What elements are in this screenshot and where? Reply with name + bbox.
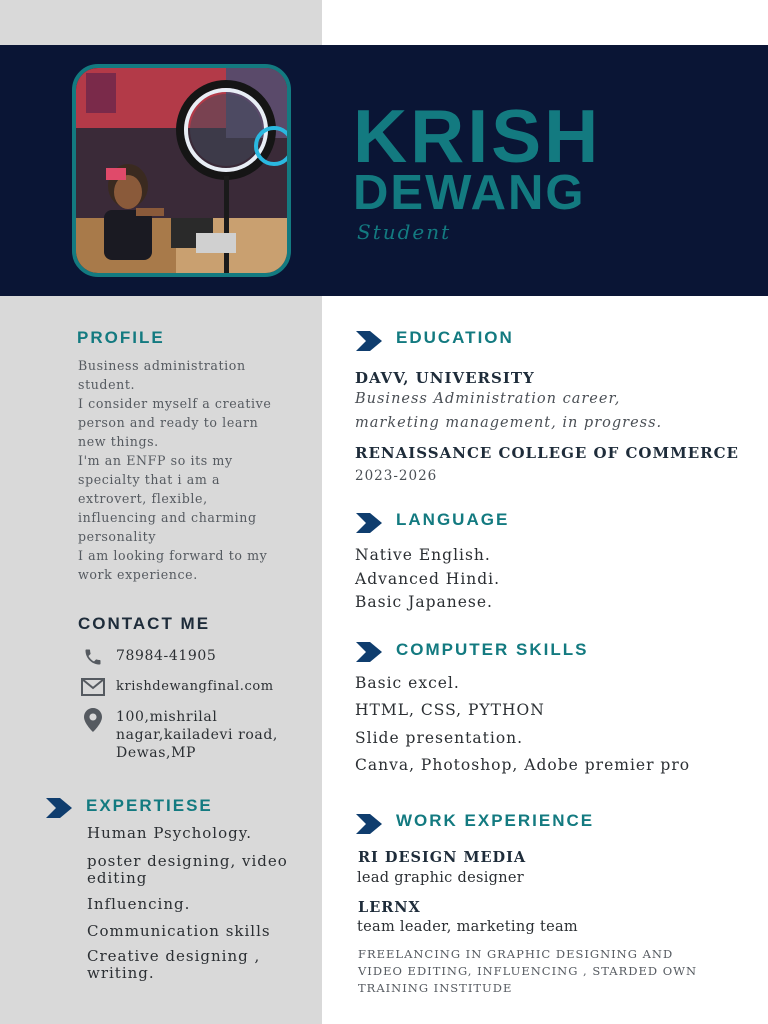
chevron-right-icon — [356, 642, 382, 662]
expertise-item: Influencing. — [87, 895, 191, 913]
profile-paragraph: I'm an ENFP so its my specialty that i am a extrovert, flexible, influencing and charming personality — [78, 453, 257, 544]
expertise-item: Creative designing , writing. — [87, 947, 261, 982]
profile-heading: PROFILE — [77, 328, 165, 347]
name-first: KRISH — [353, 94, 602, 178]
chevron-right-icon — [46, 798, 72, 818]
job-role: team leader, marketing team — [357, 919, 578, 935]
language-item: Native English. — [355, 546, 491, 564]
chevron-right-icon — [356, 814, 382, 834]
skill-item: Slide presentation. — [355, 729, 524, 747]
skill-item: Canva, Photoshop, Adobe premier pro — [355, 756, 691, 774]
contact-heading: CONTACT ME — [78, 614, 211, 633]
school-description: marketing management, in progress. — [355, 415, 663, 431]
skill-item: HTML, CSS, PYTHON — [355, 701, 545, 719]
job-role: Student — [357, 220, 452, 244]
language-item: Advanced Hindi. — [355, 570, 501, 588]
expertise-item: Communication skills — [87, 922, 271, 940]
expertise-item: Human Psychology. — [87, 824, 252, 842]
contact-email-row — [78, 678, 274, 696]
contact-phone-row — [78, 647, 216, 667]
profile-text — [78, 356, 288, 584]
work-experience-heading: WORK EXPERIENCE — [396, 811, 595, 830]
location-pin-icon — [78, 708, 108, 732]
profile-paragraph: Business administration student. — [78, 358, 246, 392]
contact-address-row — [78, 708, 278, 762]
school-name: RENAISSANCE COLLEGE OF COMMERCE — [355, 444, 739, 462]
mail-icon — [78, 678, 108, 696]
phone-number[interactable]: 78984-41905 — [116, 648, 217, 664]
chevron-right-icon — [356, 331, 382, 351]
email-address[interactable]: krishdewangfinal.com — [116, 679, 274, 694]
school-description: Business Administration career, — [355, 391, 621, 407]
school-name: DAVV, UNIVERSITY — [355, 369, 535, 387]
job-company: RI DESIGN MEDIA — [358, 849, 527, 866]
language-item: Basic Japanese. — [355, 593, 493, 611]
education-heading: EDUCATION — [396, 328, 514, 347]
profile-paragraph: I consider myself a creative person and ready to learn new things. — [78, 396, 272, 449]
language-heading: LANGUAGE — [396, 510, 510, 529]
expertise-item: poster designing, video editing — [87, 852, 288, 887]
profile-paragraph: I am looking forward to my work experience. — [78, 548, 268, 582]
name-last: DEWANG — [353, 166, 586, 220]
address: 100,mishrilal nagar,kailadevi road, Dewas,MP — [116, 709, 278, 761]
chevron-right-icon — [356, 513, 382, 533]
job-company: LERNX — [358, 899, 421, 916]
school-years: 2023-2026 — [355, 468, 438, 484]
computer-skills-heading: COMPUTER SKILLS — [396, 640, 589, 659]
profile-photo — [72, 64, 291, 277]
freelance-description: FREELANCING IN GRAPHIC DESIGNING AND VIDEO EDITING, INFLUENCING , STARDED OWN TRAINING INSTITUDE — [358, 947, 698, 995]
skill-item: Basic excel. — [355, 674, 460, 692]
job-role: lead graphic designer — [357, 870, 524, 886]
phone-icon — [78, 647, 108, 667]
expertise-heading: EXPERTIESE — [86, 796, 213, 815]
